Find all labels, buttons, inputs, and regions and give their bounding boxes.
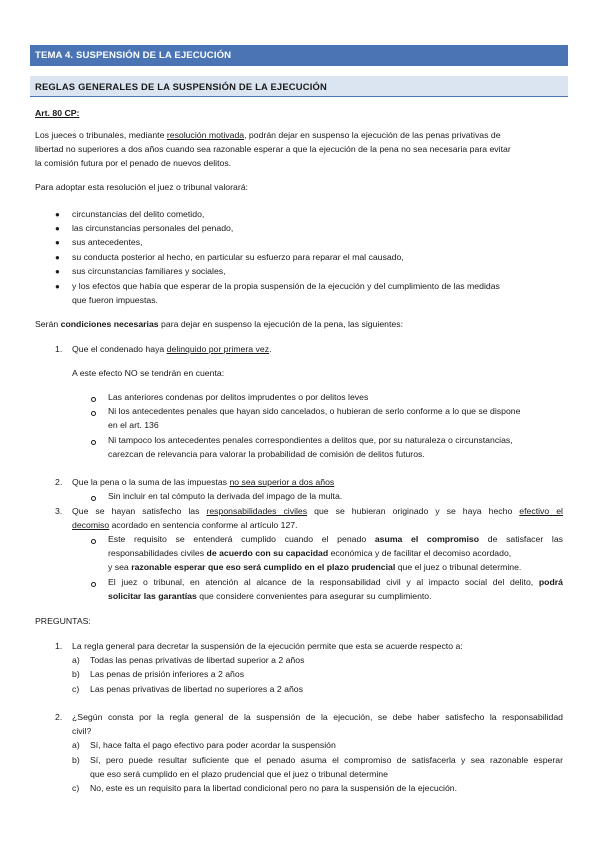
conditions-intro: Serán condiciones necesarias para dejar en suspenso la ejecución de la pena, las siguientes: — [35, 319, 404, 329]
sub-list-item: Ni tampoco los antecedentes penales correspondientes a delitos que, por su naturaleza o circunstancias, — [108, 435, 513, 445]
bullet-icon: ● — [55, 267, 60, 276]
option-text: Las penas privativas de libertad no superiores a 2 años — [90, 684, 303, 694]
option-letter: a) — [72, 655, 80, 665]
condition-1: Que el condenado haya delinquido por primera vez. — [72, 344, 272, 354]
list-item: circunstancias del delito cometido, — [72, 209, 205, 219]
sub-list-item-continuation: en el art. 136 — [108, 420, 159, 430]
circle-bullet-icon — [91, 539, 96, 544]
question-1: La regla general para decretar la suspensión de la ejecución permite que esta se acuerde respecto a: — [72, 641, 463, 651]
condition-2: Que la pena o la suma de las impuestas no sea superior a dos años — [72, 477, 335, 487]
article-paragraph-line: libertad no superiores a dos años cuando sea razonable esperar a que la ejecución de la pena no sea necesaria para evitar — [35, 144, 511, 154]
bullet-icon: ● — [55, 282, 60, 291]
questions-heading: PREGUNTAS: — [35, 616, 91, 626]
circle-bullet-icon — [91, 440, 96, 445]
sub-list-item: Las anteriores condenas por delitos imprudentes o por delitos leves — [108, 392, 369, 402]
subsection-title-bar: REGLAS GENERALES DE LA SUSPENSIÓN DE LA EJECUCIÓN — [30, 76, 568, 97]
question-2-continuation: civil? — [72, 726, 92, 736]
option-text: Sí, hace falta el pago efectivo para poder acordar la suspensión — [90, 740, 336, 750]
question-number: 2. — [55, 712, 63, 722]
condition-number: 3. — [55, 506, 63, 516]
list-item: sus antecedentes, — [72, 237, 143, 247]
bullet-icon: ● — [55, 210, 60, 219]
list-item: sus circunstancias familiares y sociales, — [72, 266, 226, 276]
question-number: 1. — [55, 641, 63, 651]
list-item: su conducta posterior al hecho, en particular su esfuerzo para reparar el mal causado, — [72, 252, 404, 262]
sub-list-item: El juez o tribunal, en atención al alcance de la responsabilidad civil y al impacto social del delito, podrá — [108, 577, 563, 587]
condition-number: 1. — [55, 344, 63, 354]
condition-3-line: Que se hayan satisfecho las responsabilidades civiles que se hubieran originado y se haya hecho efectivo el — [72, 506, 563, 516]
option-letter: a) — [72, 740, 80, 750]
circle-bullet-icon — [91, 397, 96, 402]
paragraph-intro: Para adoptar esta resolución el juez o tribunal valorará: — [35, 182, 248, 192]
sub-list-item-continuation: solicitar las garantías que considere convenientes para asegurar su cumplimiento. — [108, 591, 432, 601]
article-reference: Art. 80 CP: — [35, 108, 80, 118]
option-text: No, este es un requisito para la libertad condicional pero no para la suspensión de la ejecución. — [90, 783, 458, 793]
circle-bullet-icon — [91, 496, 96, 501]
bullet-icon: ● — [55, 224, 60, 233]
circle-bullet-icon — [91, 582, 96, 587]
list-item-continuation: que fueron impuestas. — [72, 295, 158, 305]
condition-1-note: A este efecto NO se tendrán en cuenta: — [72, 368, 225, 378]
sub-list-item: Este requisito se entenderá cumplido cuando el penado asuma el compromiso de satisfacer las — [108, 534, 564, 544]
option-text: Todas las penas privativas de libertad superior a 2 años — [90, 655, 305, 665]
sub-list-item-continuation: carezcan de relevancia para valorar la probabilidad de comisión de delitos futuros. — [108, 449, 425, 459]
list-item: las circunstancias personales del penado, — [72, 223, 234, 233]
article-paragraph-line: Los jueces o tribunales, mediante resolución motivada, podrán dejar en suspenso la ejecución de las penas privativas de — [35, 130, 501, 140]
condition-number: 2. — [55, 477, 63, 487]
sub-list-item-continuation: y sea razonable esperar que eso será cumplido en el plazo prudencial que el juez o tribunal determine. — [108, 562, 522, 572]
bullet-icon: ● — [55, 238, 60, 247]
question-2: ¿Según consta por la regla general de la suspensión de la ejecución, se debe haber satisfecho la responsabilidad — [72, 712, 563, 722]
sub-list-item-continuation: responsabilidades civiles de acuerdo con su capacidad económica y de facilitar el decomiso acordado, — [108, 548, 512, 558]
underlined-term: resolución motivada — [166, 130, 245, 140]
sub-list-item: Ni los antecedentes penales que hayan sido cancelados, o hubieran de serlo conforme a lo que se dispone — [108, 406, 521, 416]
option-text: Sí, pero puede resultar suficiente que el penado asuma el compromiso de satisfacerla y sea razonable esperar — [90, 755, 563, 765]
section-title-bar: TEMA 4. SUSPENSIÓN DE LA EJECUCIÓN — [30, 45, 568, 66]
sub-list-item: Sin incluir en tal cómputo la derivada del impago de la multa. — [108, 491, 343, 501]
option-letter: b) — [72, 755, 80, 765]
option-letter: b) — [72, 669, 80, 679]
option-text-continuation: que eso será cumplido en el plazo prudencial que el juez o tribunal determine — [90, 769, 388, 779]
option-letter: c) — [72, 783, 80, 793]
circle-bullet-icon — [91, 411, 96, 416]
option-text: Las penas de prisión inferiores a 2 años — [90, 669, 245, 679]
list-item: y los efectos que había que esperar de la propia suspensión de la ejecución y del cumplimiento de las medidas — [72, 281, 500, 291]
bullet-icon: ● — [55, 253, 60, 262]
option-letter: c) — [72, 684, 80, 694]
condition-3-line: decomiso acordado en sentencia conforme al artículo 127. — [72, 520, 298, 530]
article-paragraph-line: la comisión futura por el penado de nuevos delitos. — [35, 158, 232, 168]
